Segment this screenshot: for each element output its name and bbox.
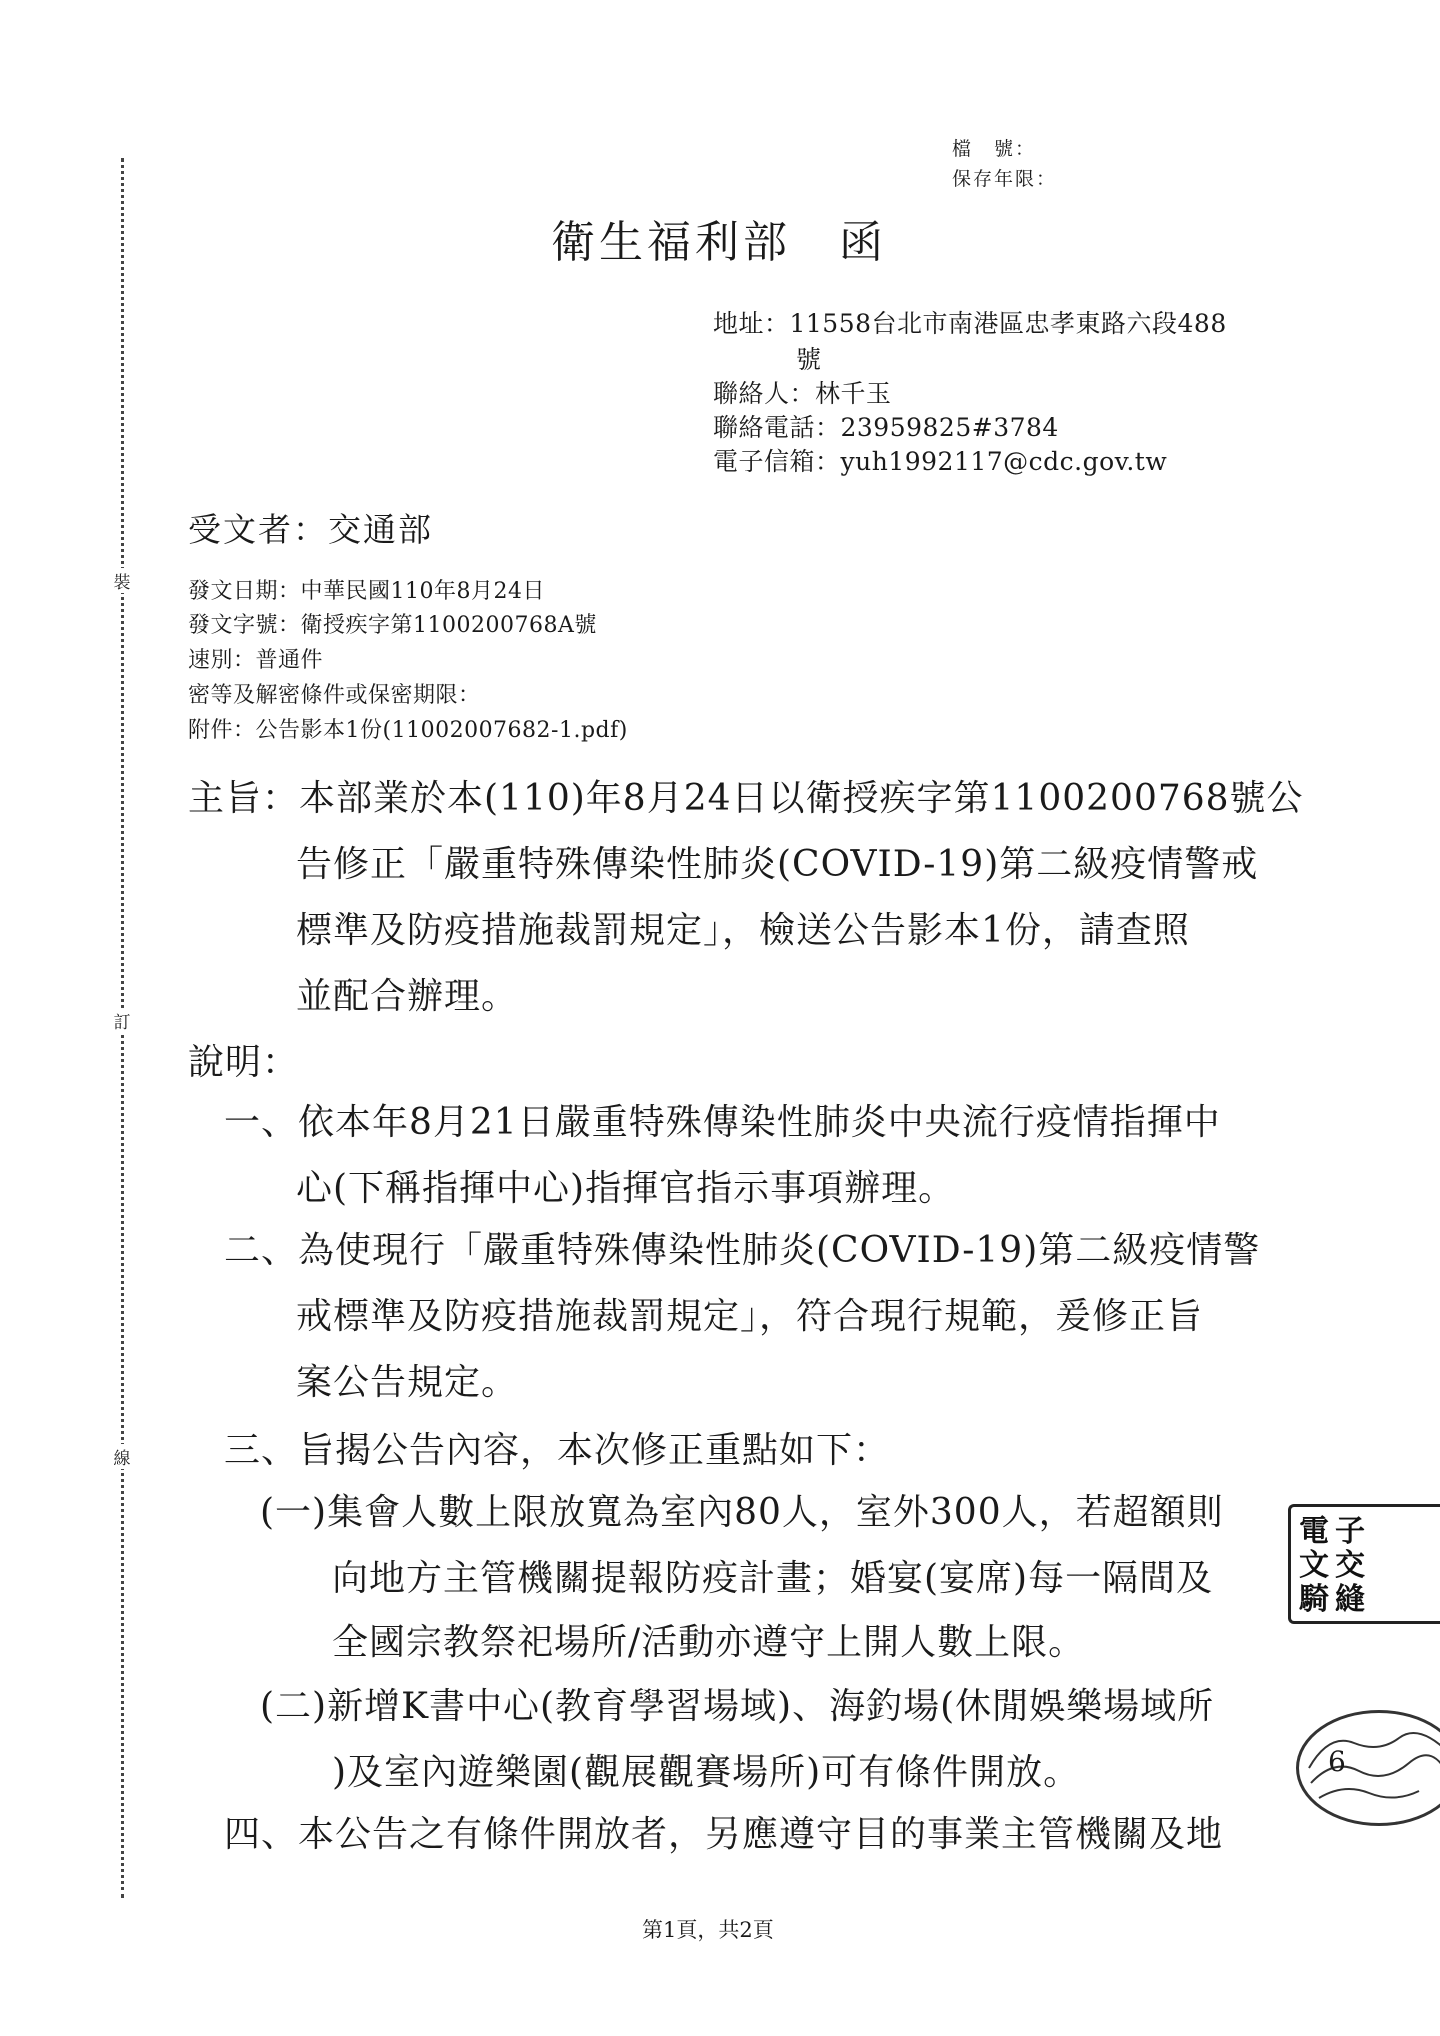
explanation-subitem-3-1: 向地方主管機關提報防疫計畫；婚宴(宴席)每一隔間及: [332, 1558, 1214, 1599]
explanation-subitem-3-2: (二)新增K書中心(教育學習場域)、海釣場(休閒娛樂場域所: [260, 1686, 1215, 1727]
explanation-item-3: 三、旨揭公告內容，本次修正重點如下：: [224, 1430, 891, 1471]
explanation-item-1: 一、依本年8月21日嚴重特殊傳染性肺炎中央流行疫情指揮中: [224, 1102, 1221, 1143]
document-title: 衛生福利部 函: [551, 217, 887, 268]
stamp-text: 子 交 縫: [1335, 1514, 1365, 1617]
explanation-item-4: 四、本公告之有條件開放者，另應遵守目的事業主管機關及地: [224, 1814, 1224, 1855]
explanation-item-2: 案公告規定。: [296, 1362, 519, 1403]
page-number: 第1頁，共2頁: [642, 1918, 774, 1942]
contact-phone: 聯絡電話：23959825#3784: [713, 413, 1059, 442]
stamp-text: 電 文 騎: [1299, 1514, 1329, 1617]
recipient: 受文者：交通部: [188, 510, 433, 549]
explanation-item-1: 心(下稱指揮中心)指揮官指示事項辦理。: [296, 1168, 956, 1209]
contact-person: 聯絡人：林千玉: [713, 379, 892, 408]
binding-char-xian: 線: [110, 1444, 134, 1469]
document-number: 發文字號：衛授疾字第1100200768A號: [188, 613, 597, 638]
explanation-subitem-3-2: )及室內遊樂園(觀展觀賽場所)可有條件開放。: [332, 1752, 1081, 1793]
secrecy-level: 密等及解密條件或保密期限：: [188, 683, 481, 708]
subject-line: 告修正「嚴重特殊傳染性肺炎(COVID-19)第二級疫情警戒: [296, 844, 1259, 885]
e-document-seam-stamp: [1288, 1504, 1440, 1624]
seal-number: 6: [1328, 1745, 1346, 1778]
address-line-2: 號: [796, 345, 822, 374]
explanation-subitem-3-1: 全國宗教祭祀場所/活動亦遵守上開人數上限。: [332, 1622, 1086, 1663]
contact-email: 電子信箱：yuh1992117@cdc.gov.tw: [713, 447, 1168, 476]
retention-period-label: 保存年限：: [952, 168, 1058, 190]
file-number-label: 檔 號：: [952, 138, 1037, 160]
address-line-1: 地址：11558台北市南港區忠孝東路六段488: [713, 309, 1227, 338]
explanation-item-2: 二、為使現行「嚴重特殊傳染性肺炎(COVID-19)第二級疫情警: [224, 1230, 1261, 1271]
seal-pattern-icon: [1299, 1713, 1440, 1823]
attachment: 附件：公告影本1份(11002007682-1.pdf): [188, 718, 628, 743]
explanation-item-2: 戒標準及防疫措施裁罰規定」，符合現行規範，爰修正旨: [296, 1296, 1204, 1337]
subject-line: 標準及防疫措施裁罰規定」，檢送公告影本1份，請查照: [296, 910, 1190, 951]
explanation-subitem-3-1: (一)集會人數上限放寬為室內80人，室外300人，若超額則: [260, 1492, 1224, 1533]
issue-date: 發文日期：中華民國110年8月24日: [188, 579, 545, 604]
binding-char-zhuang: 裝: [110, 568, 134, 593]
subject-line: 主旨：本部業於本(110)年8月24日以衛授疾字第1100200768號公: [188, 778, 1304, 819]
subject-line: 並配合辦理。: [296, 976, 519, 1017]
official-seal-fragment: [1296, 1710, 1440, 1826]
explanation-heading: 說明：: [188, 1042, 300, 1083]
delivery-speed: 速別：普通件: [188, 648, 324, 673]
binding-char-ding: 訂: [110, 1008, 134, 1033]
